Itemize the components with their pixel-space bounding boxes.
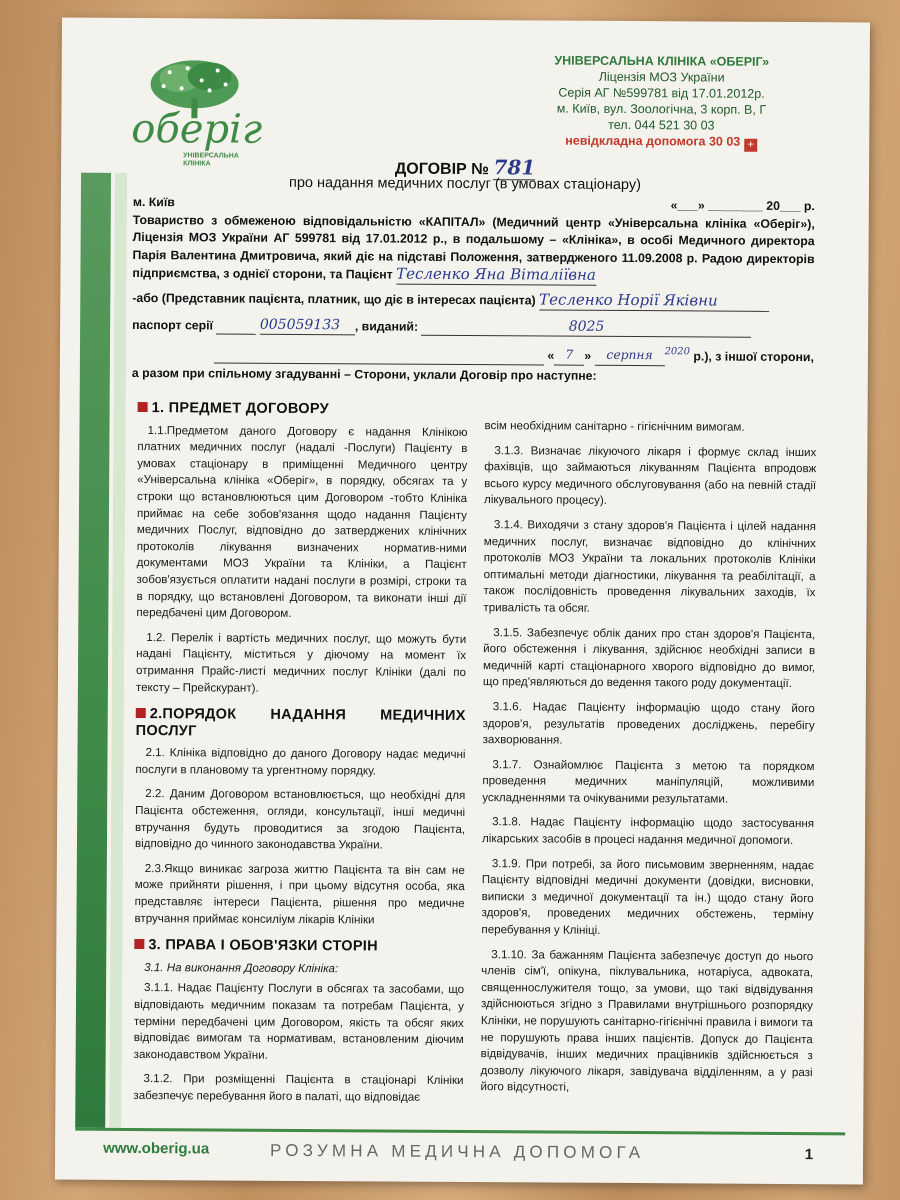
patient-name-handwritten: Тесленко Яна Віталіївна: [396, 264, 596, 285]
emergency-text: невідкладна допомога 30 03: [565, 133, 741, 149]
contract-page: [55, 18, 870, 1185]
clause-3-1-9: 3.1.9. При потребі, за його письмовим зверненням, надає Пацієнту відповідні медичні документи (довідки, висновки, виписки з медичної документації та ін.) щодо стану його здоров'я, проведених медичних обстежень, терміну перебування у Клініці.: [481, 856, 814, 937]
emergency-line: [511, 132, 811, 152]
passport-series-blank: [216, 334, 256, 335]
clinic-header: [511, 52, 812, 152]
footer-url[interactable]: www.oberig.ua: [103, 1139, 210, 1158]
issue-date-row: « 7 » серпня $^{2020}$ р.), з іншої сторони,: [132, 340, 814, 367]
clause-2-1: 2.1. Клініка відповідно до даного Договору надає медичні послуги в плановому та ургентному порядку.: [135, 746, 466, 778]
closing-line: а разом при спільному згадуванні – Сторони, уклали Договір про наступне:: [131, 365, 597, 383]
section-1-title: [138, 400, 468, 419]
city: м. Київ: [132, 194, 175, 210]
parties-text: Товариство з обмеженою відповідальністю «КАПІТАЛ» (Медичний центр «Універсальна клініка «Оберіг»), Ліцензія МОЗ України АГ 599781 від 17.01.2012 р., в подальшому – «Клініка», в особі Медичного директора Парія Валентина Дмитровича, який діє на підставі Положення, затвердженого 11.09.2008 р. Радою директорів підприємства, з однієї сторони, та Пацієнт: [132, 212, 815, 282]
section-2-title-text: 2.ПОРЯДОК НАДАННЯ МЕДИЧНИХ ПОСЛУГ: [135, 706, 466, 740]
page-number: 1: [804, 1146, 814, 1164]
contract-subtitle: про надання медичних послуг (в умовах стаціонару): [288, 174, 641, 194]
series-line: Серія АГ №599781 від 17.01.2012р.: [558, 85, 765, 101]
clause-3-1-10: 3.1.10. За бажанням Пацієнта забезпечує доступ до нього членів сім'ї, опікуна, піклувальника, нотаріуса, адвоката, священнослужителя тощо, за умови, що такі відвідування здійснюються згідно з Правилами внутрішнього розпорядку Клініки, не порушують санітарно-гігієнічні правила і вимоги та не порушують права інших пацієнтів. Допуск до Пацієнта відвідувачів, інших медичних працівників здійснюється з дозволу лікуючого лікаря, завідувача відділенням, а у разі його відсутності,: [480, 947, 814, 1095]
green-footer-line: [75, 1128, 845, 1136]
parties-paragraph: [132, 212, 814, 288]
representative-row: [132, 289, 814, 312]
issued-by-handwritten: 8025: [421, 317, 751, 338]
page-footer: [55, 1140, 863, 1175]
clause-3-1-3: 3.1.3. Визначає лікуючого лікаря і формує склад інших фахівців, що займаються лікуванням Пацієнта впродовж всього курсу медичного обслуговування (або на певній стадії лікувального процесу).: [484, 443, 817, 508]
clause-2-2: 2.2. Даним Договором встановлюється, що необхідні для Пацієнта обстеження, огляди, консультації, інші медичні втручання будуть проводитися за згодою Пацієнта, відповідно до чинного законодавства України.: [134, 787, 466, 852]
clause-3-1-6: 3.1.6. Надає Пацієнту інформацію щодо стану його здоров'я, результатів проведених досліджень, перебігу захворювання.: [482, 700, 815, 747]
clause-3-1-7: 3.1.7. Ознайомлює Пацієнта з метою та порядком проведення медичних маніпуляцій, можливими ускладненнями та очікуваними результатами.: [482, 757, 815, 806]
clause-3-1-2: 3.1.2. При розміщенні Пацієнта в стаціонарі Клініки забезпечує перебування його в палаті, що відповідає: [133, 1072, 464, 1104]
issued-label: , виданий:: [354, 318, 419, 334]
phone-line: тел. 044 521 30 03: [608, 117, 715, 133]
section-3-title-text: 3. ПРАВА І ОБОВ'ЯЗКИ СТОРІН: [148, 937, 378, 955]
clinic-name: УНІВЕРСАЛЬНА КЛІНІКА «ОБЕРІГ»: [554, 53, 770, 69]
clause-3-1: 3.1. На виконання Договору Клініка:: [144, 960, 339, 976]
address-line: м. Київ, вул. Зоологічна, 3 корп. В, Г: [556, 101, 767, 117]
green-side-stripe: [75, 173, 111, 1128]
clause-2-3: 2.3.Якщо виникає загроза життю Пацієнта та він сам не може прийняти рішення, і при цьому відсутня особа, яка представляє інтереси Пацієнта, рішення про медичне втручання приймає консиліум лікарів Клініки: [134, 861, 465, 927]
footer-slogan: РОЗУМНА МЕДИЧНА ДОПОМОГА: [270, 1140, 645, 1163]
clause-1-1: 1.1.Предметом даного Договору є надання Клінікою платних медичних послуг (надалі -Послуги) Пацієнту в умовах стаціонару в приміщенні Медичного центру «Універсальна клініка «Оберіг», в порядку, обсягах та у строки що встановлюються цим Договором -тобто Клініка приймає на себе зобов'язання щодо надання Пацієнту медичних Послуг, відповідно до затверджених клінічних протоколів лікування визначених норматив-ними документами МОЗ України та Клініки, а Пацієнт зобов'язується оплатити надані послуги в розмірі, строки та в порядку, що встановлені Договором, та виконати інші дії передбачені цим Договором.: [136, 423, 468, 621]
contract-number: 781: [493, 155, 536, 180]
contract-title-text: ДОГОВІР №: [394, 160, 490, 179]
passport-row: [132, 316, 814, 339]
issue-day-handwritten: 7: [554, 347, 584, 366]
passport-number-handwritten: 005059133: [260, 316, 355, 335]
contract-intro: [132, 194, 815, 387]
issue-year-handwritten: 2020: [664, 346, 691, 358]
section-1-title-text: 1. ПРЕДМЕТ ДОГОВОРУ: [151, 400, 330, 418]
clause-3-1-8: 3.1.8. Надає Пацієнту інформацію щодо застосування лікарських засобів в процесі надання медичної допомоги.: [481, 815, 815, 848]
issue-month-handwritten: серпня: [595, 347, 665, 366]
light-green-side-stripe: [109, 173, 127, 1128]
logo-wordmark: оберіг: [131, 105, 263, 153]
representative-name-handwritten: Тесленко Норії Яківни: [539, 291, 769, 311]
date-placeholder: «___» ________ 20___ р.: [670, 198, 815, 214]
license-line: Ліцензія МОЗ України: [598, 69, 725, 85]
logo-subtitle: УНІВЕРСАЛЬНА КЛІНІКА: [183, 152, 239, 168]
clause-3-1-5: 3.1.5. Забезпечує облік даних про стан здоров'я Пацієнта, його обстеження і лікування, здійснює необхідні записи в медичній карті стаціонарного хворого відповідно до вимог, що пред'являються до ведення такого роду документації.: [482, 625, 816, 691]
right-column: [480, 418, 816, 1106]
red-cross-icon: +: [744, 139, 757, 152]
passport-label: паспорт серії: [132, 317, 214, 333]
clause-3-1-2-continued: всім необхідним санітарно - гігієнічним вимогам.: [484, 419, 745, 434]
section-square-icon: [136, 708, 146, 718]
clause-3-1-1: 3.1.1. Надає Пацієнту Послуги в обсягах та засобами, що відповідають медичним показам та потребам Пацієнта, у терміни передбачені цим Договором, якість та обсяг яких відповідає вимогам та нормативам, встановленим діючим законодавством України.: [133, 981, 465, 1062]
clause-3-1-4: 3.1.4. Виходячи з стану здоров'я Пацієнта і цілей надання медичних послуг, визначає відповідно до клінічних протоколів МОЗ України та локальних протоколів Клініки оптимальні методи діагностики, лікування та реабілітації, а також послідовність проведення лікувальних заходів, їх тривалість та обсяг.: [483, 518, 816, 615]
issue-suffix: р.), з іншої сторони,: [693, 349, 814, 365]
section-square-icon: [138, 402, 148, 412]
clause-1-2: 1.2. Перелік і вартість медичних послуг, що можуть бути надані Пацієнту, міститься у діючому на момент їх отримання Прайс-листі медичних послуг Клініки (далі по тексту – Прейскурант).: [135, 630, 467, 695]
section-square-icon: [134, 939, 144, 949]
section-2-title: [136, 706, 466, 741]
section-3-title: [134, 937, 464, 956]
left-column: [133, 390, 467, 1115]
representative-label: -або (Представник пацієнта, платник, що діє в інтересах пацієнта): [132, 290, 536, 308]
